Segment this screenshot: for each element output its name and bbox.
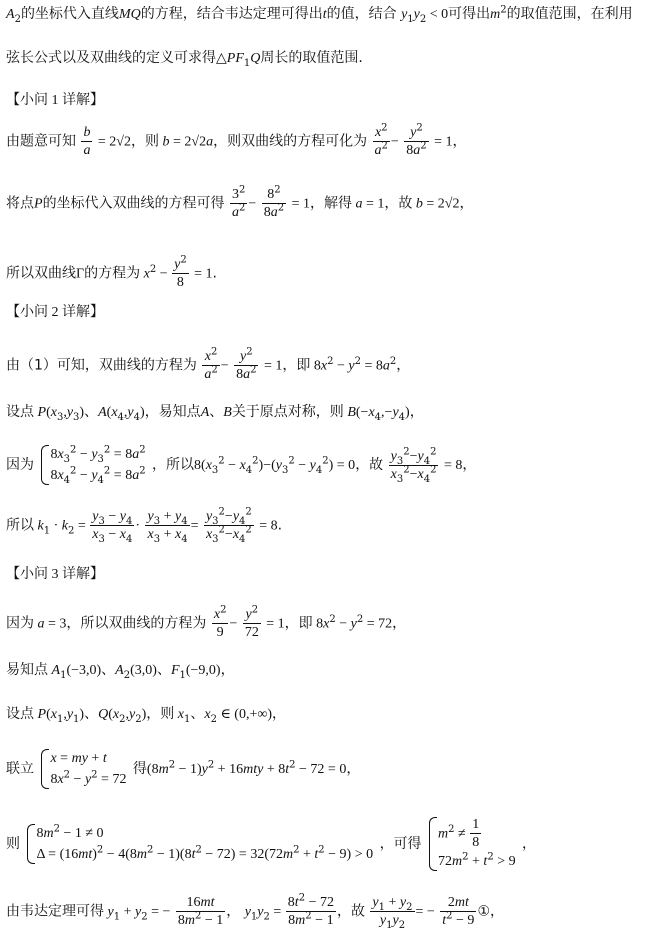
- paragraph-q1-2: 将点P的坐标代入双曲线的方程可得 $\frac{3^2}{a^2}$ − $\frac{8^2}{8a^2}$ = 1，解得 a = 1，故 b = 2√2，: [6, 184, 474, 220]
- paragraph-q3-1: 因为 a = 3，所以双曲线的方程为 $\frac{x^2}{9}$ − $\frac{y^2}{72}$ = 1，即 $8x^2 - y^2 = 72$，: [6, 604, 407, 640]
- paragraph-q1-1: 由题意可知 $\frac{b}{a}$ = 2√2，则 b = 2√2a，则双曲线的方程可化为 $\frac{x^2}{a^2}$ − $\frac{y^2}{8a^2}$ = 1，: [6, 122, 467, 158]
- paragraph-q3-6: 由韦达定理可得 $y_1 + y_2$ = − $\frac{16mt}{8m^2 - 1}$ ， $y_1y_2$ = $\frac{8t^2 - 72}{8m^2 - 1}$ ，故 $\frac{y_1 + y_2}{y_1y_2}$ = − $\frac{2mt}{t^2 - 9}$ ①，: [6, 892, 504, 931]
- section-heading-1: 【小问 1 详解】: [6, 92, 104, 108]
- paragraph-intro-1: $A_2$的坐标代入直线MQ的方程，结合韦达定理可得出t的值，结合 $y_1y_2 < 0$可得出$m^2$的取值范围，在利用: [6, 4, 633, 25]
- paragraph-intro-2: 弦长公式以及双曲线的定义可求得$\triangle PF_1Q$周长的取值范围.: [6, 50, 363, 69]
- paragraph-q3-5: 则 $8m^2 - 1 \ne 0$ $\Delta = (16mt)^2 - 4(8m^2 - 1)(8t^2 - 72) = 32(72m^2 + t^2 - 9) > 0$ ，可得 $m^2$ ≠ $\frac{1}{8}$ $72m^2 + t^2 > 9$ ，: [6, 816, 536, 872]
- paragraph-q2-4: 所以 $k_1 \cdot k_2$ = $\frac{y_3 - y_4}{x_3 - x_4}$ · $\frac{y_3 + y_4}{x_3 + x_4}$ = $\frac{y_3^2-y_4^2}{x_3^2-x_4^2}$ = 8.: [6, 506, 283, 545]
- paragraph-q1-3: 所以双曲线Γ的方程为 $x^2$ − $\frac{y^2}{8}$ = 1.: [6, 254, 217, 290]
- section-heading-2: 【小问 2 详解】: [6, 304, 104, 320]
- paragraph-q2-3: 因为 $8x_3^2 - y_3^2 = 8a^2$ $8x_4^2 - y_4^2 = 8a^2$ ，所以$8(x_3^2 - x_4^2)-(y_3^2 - y_4^2) = 0$，故 $\frac{y_3^2-y_4^2}{x_3^2-x_4^2}$ = 8，: [6, 444, 477, 486]
- paragraph-q2-1: 由（1）可知，双曲线的方程为 $\frac{x^2}{a^2}$ − $\frac{y^2}{8a^2}$ = 1，即 $8x^2 - y^2 = 8a^2$，: [6, 346, 411, 382]
- paragraph-q3-4: 联立 x = my + t $8x^2 - y^2 = 72$ 得$(8m^2 - 1)y^2 + 16mty + 8t^2 - 72 = 0$，: [6, 748, 360, 790]
- section-heading-3: 【小问 3 详解】: [6, 566, 104, 582]
- paragraph-q3-3: 设点 $P(x_1,y_1)$、$Q(x_2,y_2)$，则 $x_1$、$x_2$ ∈ (0,+∞)，: [6, 706, 287, 725]
- paragraph-q2-2: 设点 $P(x_3,y_3)$、$A(x_4,y_4)$，易知点A、B关于原点对称，则 $B(-x_4,-y_4)$，: [6, 404, 424, 423]
- paragraph-q3-2: 易知点 $A_1(-3,0)$、$A_2(3,0)$、$F_1(-9,0)$，: [6, 662, 235, 681]
